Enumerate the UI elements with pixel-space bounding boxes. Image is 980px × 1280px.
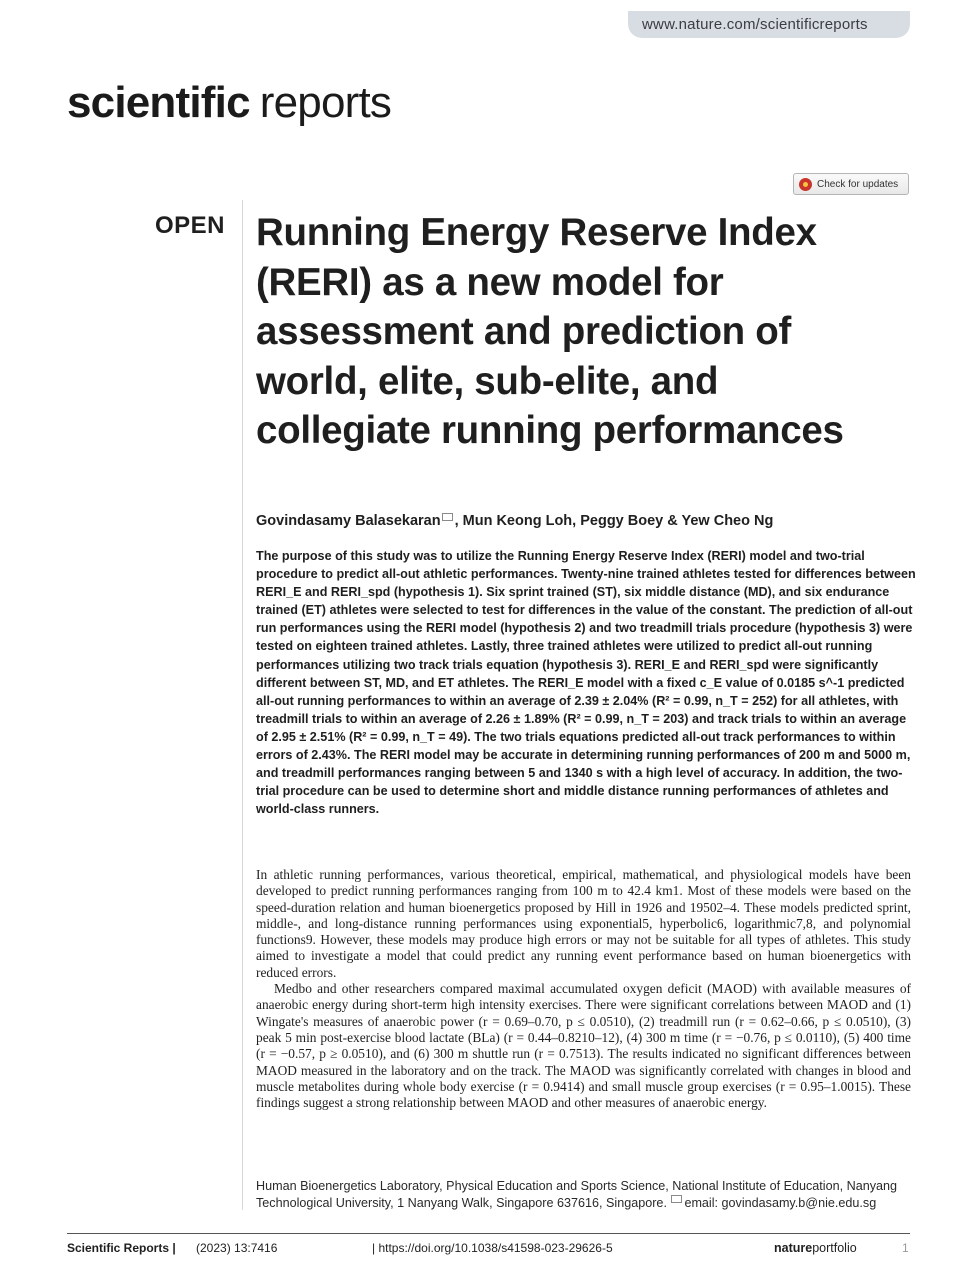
affiliation — [256, 1178, 916, 1212]
open-access-label: OPEN — [155, 212, 226, 239]
affiliation-text: Human Bioenergetics Laboratory, Physical Education and Sports Science, National Institute of Education, Nanyang Technological University, 1 Nanyang Walk, Singapore 637616, Singapore. — [256, 1179, 898, 1210]
journal-logo — [67, 78, 391, 128]
publisher-name-bold: nature — [774, 1241, 813, 1255]
page-number: 1 — [902, 1241, 909, 1255]
check-for-updates-button[interactable] — [793, 173, 909, 195]
footer-journal: Scientific Reports | — [67, 1241, 176, 1255]
journal-url[interactable]: www.nature.com/scientificreports — [642, 16, 868, 33]
corresponding-author[interactable]: Govindasamy Balasekaran — [256, 513, 441, 529]
envelope-icon — [671, 1195, 682, 1203]
check-for-updates-label: Check for updates — [817, 178, 899, 190]
footer-doi-link[interactable]: | https://doi.org/10.1038/s41598-023-29626-5 — [372, 1241, 613, 1255]
url-tab[interactable] — [628, 11, 910, 38]
correspondence-email[interactable]: email: govindasamy.b@nie.edu.sg — [684, 1196, 877, 1210]
abstract: The purpose of this study was to utilize the Running Energy Reserve Index (RERI) model and two-trial procedure to predict all-out athletic performances. Twenty-nine trained athletes tested for differences between RERI_E and RERI_spd (hypothesis 1). Six sprint trained (ST), six middle distance (MD), and six endurance trained (ET) athletes were selected to test for differences in the value of the constant. The prediction of all-out run performances using the RERI model (hypothesis 2) and two treadmill trials procedure (hypothesis 3) were tested on eighteen trained athletes. Lastly, three trained athletes were utilized to predict all-out running performances utilizing two track trials equation (hypothesis 3). RERI_E and RERI_spd were significantly different between ST, MD, and ET athletes. The RERI_E model with a fixed c_E value of 0.0185 s^-1 predicted all-out running performances to within an average of 2.39 ± 2.04% (R² = 0.99, n_T = 252) for all athletes, with treadmill trials to within an average of 2.26 ± 1.89% (R² = 0.99, n_T = 203) and track trials to within an average of 2.95 ± 2.51% (R² = 0.99, n_T = 49). The two trials equations predicted all-out track performances to within errors of 2.43%. The RERI model may be accurate in determining running performances of 200 m and 5000 m, and treadmill performances ranging between 5 and 1340 s with a high level of accuracy. In addition, the two-trial procedure can be used to determine short and middle distance running performances of athletes and world-class runners. — [256, 549, 916, 817]
body-paragraph: In athletic running performances, various theoretical, empirical, mathematical, and physiological models have been developed to predict running performances ranging from 100 m to 42.4 km1. Most of these models were based on the speed-duration relation and human bioenergetics proposed by Hill in 1926 and 19502–4. These models predicted sprint, middle-, and long-distance running performances using exponential5, hyperbolic6, logarithmic7,8, and polynomial functions9. However, these models may produce high errors or may not be suitable for all types of athletes. This study aimed to investigate a model that could predict any running event performance based on human bioenergetics with reduced errors. — [256, 867, 911, 980]
co-authors: , Mun Keong Loh, Peggy Boey & Yew Cheo Ng — [454, 513, 774, 529]
body-text — [256, 867, 911, 1111]
margin-divider — [242, 200, 243, 1210]
article-title: Running Energy Reserve Index (RERI) as a new model for assessment and prediction of world, elite, sub-elite, and collegiate running performances — [256, 211, 844, 452]
publisher-logo — [774, 1241, 857, 1255]
publisher-name-light: portfolio — [812, 1241, 857, 1255]
footer-divider — [67, 1233, 910, 1234]
author-list — [256, 513, 773, 529]
journal-name-light: reports — [259, 78, 392, 127]
body-paragraph: Medbo and other researchers compared maximal accumulated oxygen deficit (MAOD) with available measures of anaerobic energy during short-term high intensity exercises. There were significant correlations between MAOD and (1) Wingate's measures of anaerobic power (r = 0.69–0.70, p ≤ 0.0510), (2) treadmill run (r = 0.62–0.66, p ≤ 0.0510), (3) peak 5 min post-exercise blood lactate (BLa) (r = 0.44–0.8210–12), (4) 300 m time (r = −0.76, p ≤ 0.0110), (5) 400 time (r = −0.57, p ≥ 0.0510), and (6) 300 m shuttle run (r = 0.7513). The results indicated no significant differences between MAOD measured in the laboratory and on the track. The MAOD was significantly correlated with changes in blood and muscle metabolites during whole body exercise (r = 0.9414) and small muscle group exercises (r = 0.95–1.0015). These findings suggest a strong relationship between MAOD and other measures of anaerobic energy. — [256, 981, 911, 1111]
footer-volume: (2023) 13:7416 — [196, 1241, 278, 1255]
envelope-icon[interactable] — [442, 513, 453, 521]
crossmark-icon — [799, 178, 812, 191]
journal-name-bold: scientific — [67, 78, 250, 127]
